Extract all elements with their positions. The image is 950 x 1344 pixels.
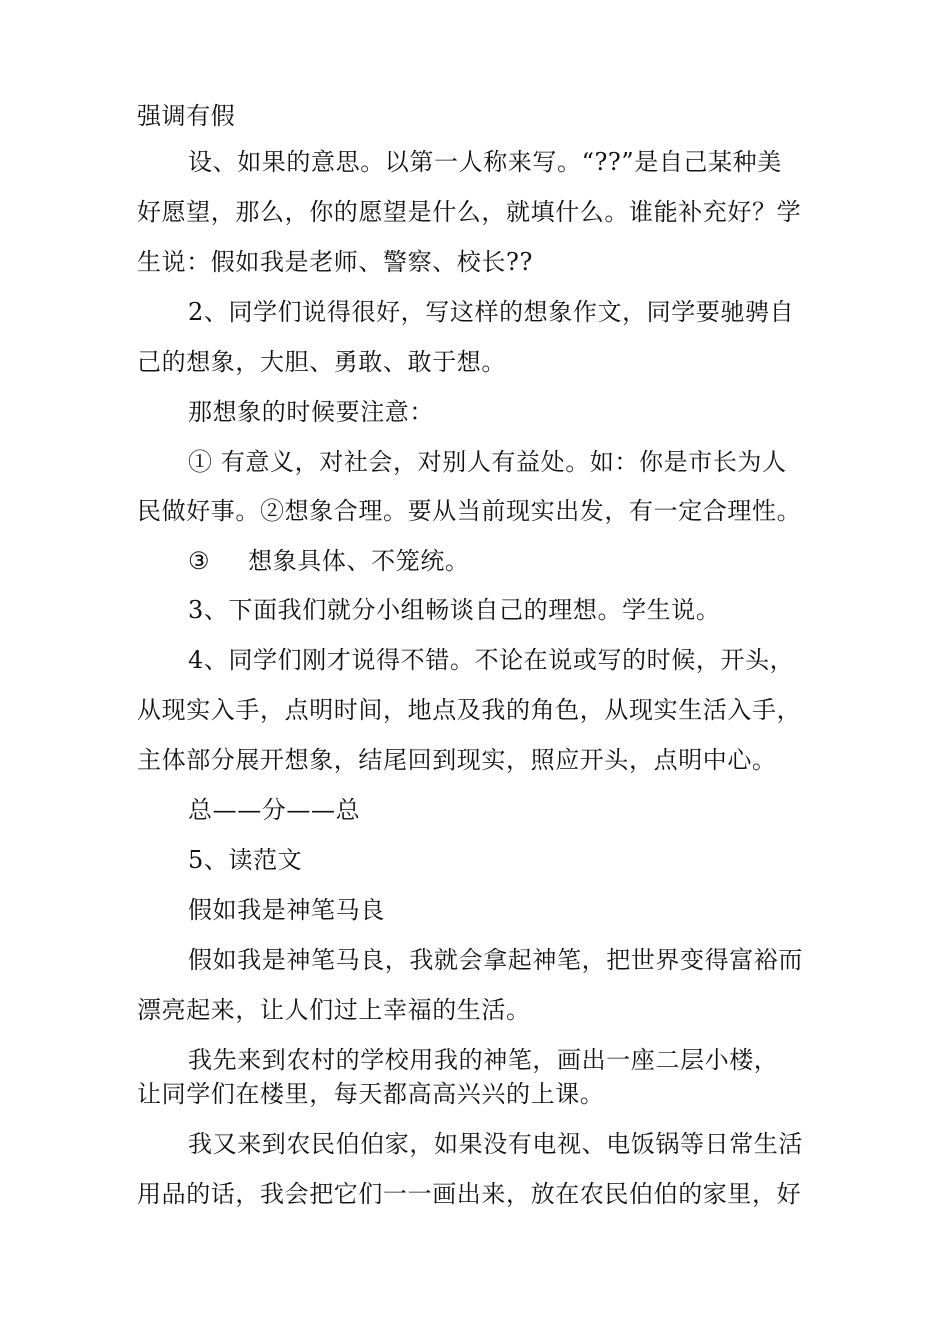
text-line: 让同学们在楼里，每天都高高兴兴的上课。 — [137, 1080, 605, 1108]
text-line: 好愿望，那么，你的愿望是什么，就填什么。谁能补充好？学 — [137, 198, 802, 226]
list-marker: ③ — [188, 547, 211, 575]
text-line: 总——分——总 — [188, 796, 361, 824]
text-line: 主体部分展开想象，结尾回到现实，照应开头，点明中心。 — [137, 746, 777, 774]
text-line: 生说：假如我是老师、警察、校长?? — [137, 248, 533, 276]
text-line: 4、同学们刚才说得不错。不论在说或写的时候，开头， — [188, 646, 795, 674]
text-line — [188, 545, 470, 577]
text-line: 3、下面我们就分小组畅谈自己的理想。学生说。 — [188, 596, 721, 624]
text-line: 民做好事。②想象合理。要从当前现实出发，有一定合理性。 — [137, 497, 802, 525]
text-line: 设、如果的意思。以第一人称来写。“??”是自己某种美 — [188, 148, 782, 176]
text-line: 2、同学们说得很好，写这样的想象作文，同学要驰骋自 — [188, 298, 795, 326]
text-line: ① 有意义，对社会，对别人有益处。如：你是市长为人 — [188, 448, 787, 476]
text-line: 假如我是神笔马良，我就会拿起神笔，把世界变得富裕而 — [188, 946, 803, 974]
text-line: 5、读范文 — [188, 846, 303, 874]
text-line: 从现实入手，点明时间，地点及我的角色，从现实生活入手， — [137, 696, 802, 724]
text-line: 强调有假 — [137, 102, 236, 130]
text-line: 己的想象，大胆、勇敢、敢于想。 — [137, 348, 506, 376]
list-item-text: 想象具体、不笼统。 — [248, 547, 470, 575]
text-line: 漂亮起来，让人们过上幸福的生活。 — [137, 996, 531, 1024]
text-line: 我又来到农民伯伯家，如果没有电视、电饭锅等日常生活 — [188, 1130, 803, 1158]
text-line: 用品的话，我会把它们一一画出来，放在农民伯伯的家里，好 — [137, 1180, 802, 1208]
text-line: 假如我是神笔马良 — [188, 896, 385, 924]
text-line: 那想象的时候要注意： — [188, 398, 434, 426]
text-line: 我先来到农村的学校用我的神笔，画出一座二层小楼， — [188, 1046, 779, 1074]
